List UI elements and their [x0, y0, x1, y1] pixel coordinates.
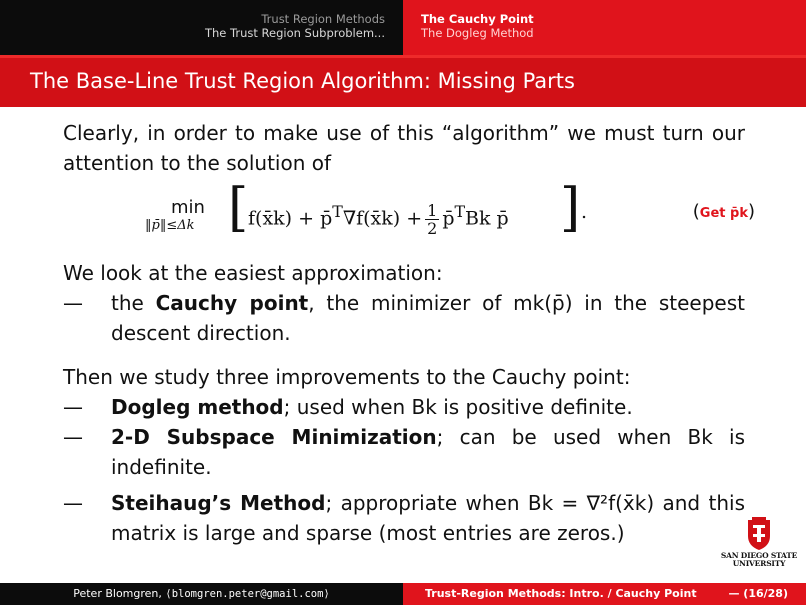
eq-objective: [248, 200, 509, 237]
dogleg-bold: Dogleg method: [111, 395, 284, 419]
eq-transpose-1: T: [332, 202, 343, 221]
nav-item-trust-region-methods[interactable]: Trust Region Methods: [261, 12, 385, 26]
cauchy-bold: Cauchy point: [155, 291, 309, 315]
cauchy-post: , the minimizer of mk(p̄) in the steepest descent direction.: [111, 291, 746, 345]
eq-frac-denominator: 2: [427, 218, 438, 238]
university-logo: [720, 516, 798, 572]
easiest-lead: We look at the easiest approximation:: [63, 261, 443, 285]
eq-period: .: [581, 201, 588, 223]
eq-frac-numerator: 1: [427, 200, 438, 220]
eq-term-1: f(x̄k) + p̄: [248, 207, 333, 230]
steihaug-bold: Steihaug’s Method: [111, 491, 326, 515]
eq-tag: [693, 200, 755, 226]
footer-title: Trust-Region Methods: Intro. / Cauchy Point: [425, 587, 697, 600]
eq-right-bracket: ]: [560, 178, 581, 238]
dash-bullet: —: [63, 291, 83, 315]
footer-page-number: — (16/28): [728, 587, 788, 600]
eq-transpose-2: T: [454, 202, 466, 221]
footer: [0, 583, 806, 605]
intro-paragraph: Clearly, in order to make use of this “algorithm” we must turn our attention to the solution of: [63, 121, 745, 175]
frame-title: The Base-Line Trust Region Algorithm: Missing Parts: [0, 55, 806, 107]
logo-line-2: UNIVERSITY: [732, 559, 786, 568]
logo-line-1: SAN DIEGO STATE: [720, 551, 798, 560]
improvements-lead: Then we study three improvements to the Cauchy point:: [63, 365, 631, 389]
footer-email: ⟨blomgren.peter@gmail.com⟩: [165, 588, 330, 600]
footer-author-name: Peter Blomgren,: [73, 587, 162, 600]
slide-content: [63, 118, 755, 548]
dash-bullet: —: [63, 425, 83, 449]
eq-tag-open: (: [692, 201, 700, 222]
minimization-equation: [63, 178, 755, 244]
list-item-cauchy-point: [63, 288, 745, 348]
subspace-text: ; can be used when Bk is indefinite.: [111, 425, 745, 479]
eq-fraction: [425, 202, 439, 237]
shield-icon: [744, 516, 774, 552]
eq-term-3: p̄: [442, 207, 455, 230]
top-navigation: [0, 0, 806, 55]
dash-bullet: —: [63, 491, 83, 515]
footer-author: [0, 583, 403, 605]
nav-item-trust-region-subproblem[interactable]: The Trust Region Subproblem...: [204, 26, 385, 40]
list-item-steihaug: [63, 488, 745, 548]
nav-item-dogleg-method[interactable]: The Dogleg Method: [421, 26, 534, 40]
steihaug-text: ; appropriate when Bk = ∇²f(x̄k) and this matrix is large and sparse (most entries are zeros.): [111, 491, 745, 545]
dash-bullet: —: [63, 395, 83, 419]
list-item-subspace: [63, 422, 745, 482]
eq-term-2: ∇f(x̄k) +: [342, 207, 423, 230]
cauchy-pre: the: [111, 291, 144, 315]
eq-term-4: Bk p̄: [465, 207, 509, 230]
footer-title-area: [403, 583, 806, 605]
list-item-dogleg: [63, 392, 745, 422]
eq-min-operator: min: [171, 197, 205, 218]
nav-section-left: [0, 0, 403, 55]
eq-tag-close: ): [747, 201, 755, 222]
eq-tag-label: Get p̄k: [699, 206, 748, 221]
eq-constraint: ‖p̄‖≤Δk: [145, 218, 195, 233]
subspace-bold: 2-D Subspace Minimization: [111, 425, 437, 449]
nav-item-cauchy-point[interactable]: The Cauchy Point: [421, 12, 534, 26]
nav-section-right: [403, 0, 806, 55]
dogleg-text: ; used when Bk is positive definite.: [283, 395, 633, 419]
eq-left-bracket: [: [228, 178, 249, 238]
